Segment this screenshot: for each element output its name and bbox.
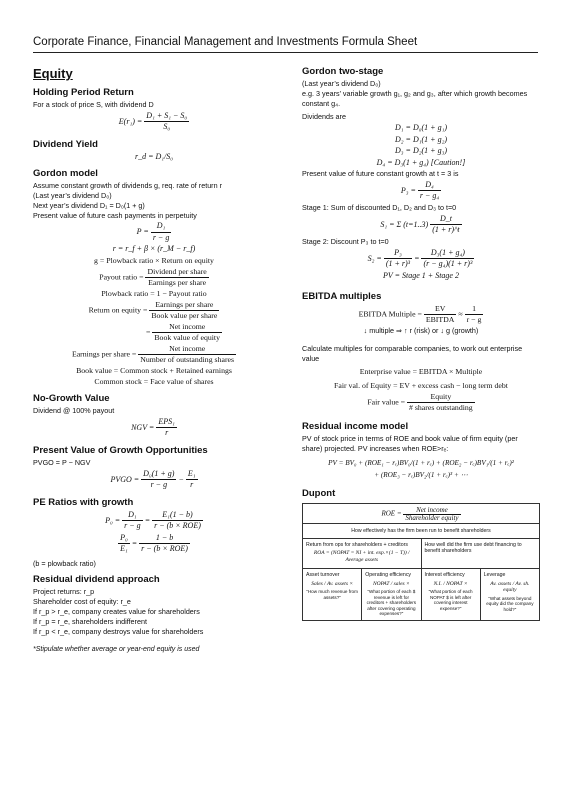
fair-value-formula: Fair value = $\frac{\text{Equity}}{\text{\# shares outstanding}}$ — [367, 392, 473, 413]
dupont-roa-cell: Return from ops for shareholders + creditors ROA = (NOPAT = NI + int. exp.×(1 − T)) / Average assets — [306, 541, 410, 563]
left-column — [33, 62, 275, 653]
rda-line-3: If r_p > r_e, company creates value for shareholders — [33, 606, 200, 616]
dupont-operating-efficiency: Operating efficiency NOPAT / sales × “What portion of each $ revenue is left for creditors + shareholders after covering operating expenses?” — [361, 569, 420, 620]
dupont-leverage: Leverage Av. assets / Av. sh. equity “What assets beyond equity did the company hold?” — [480, 569, 539, 620]
ebitda-text: Calculate multiples for comparable companies, to work out enterprise value — [302, 343, 523, 363]
gordon-text-3: Next year’s dividend D₁ = D₀(1 + g) — [33, 200, 145, 210]
gordon-title: Gordon model — [33, 168, 98, 180]
right-column — [302, 62, 540, 621]
title-rule — [33, 52, 538, 53]
g2-text-2: e.g. 3 years’ variable growth g₁, g₂ and g₃, after which growth becomes constant g₄. — [302, 88, 528, 108]
g2-d1: D₁ = D₀(1 + g₁) — [394, 123, 448, 133]
section-title-equity: Equity — [33, 66, 73, 81]
ngv-formula: NGV = $\frac{\text{EPS₁}}{r}$ — [131, 416, 175, 438]
g2-stage1-formula: S₁ = Σ (t=1..3) $\frac{D\_t}{(1 + r)\^{}t}$ — [380, 213, 460, 235]
roe-formula: Return on equity = $\frac{\text{Earnings per share}}{\text{Book value per share}}$ — [88, 299, 218, 320]
dupont-debt-cell: How well did the firm use debt financing to benefit shareholders — [421, 539, 540, 569]
rim-text: PV of stock price in terms of ROE and book value of firm equity (per share) projected. PV increases when ROE>rₑ: — [302, 434, 518, 454]
gordon-text-4: Present value of future cash payments in perpetuity — [33, 210, 197, 220]
dy-formula: r_d = D₁/S₀ — [134, 151, 174, 161]
rim-formula-2: + (ROE₃ − rₑ)BV₂/(1 + rₑ)³ + ⋯ — [374, 470, 468, 479]
dupont-diagram — [302, 503, 540, 621]
dupont-row-3 — [303, 569, 539, 620]
g2-stage2-formula: S₂ = $\frac{\text{P₃}}{\text{(1 + r)³}}$ = $\frac{\text{D₃(1 + g₄)}}{\text{(r − g₄)(1 + r)³}}$ — [367, 247, 473, 269]
g2-pv-formula: PV = Stage 1 + Stage 2 — [383, 270, 459, 280]
fair-equity-formula: Fair val. of Equity = EV + excess cash − long term debt — [334, 381, 508, 391]
hpr-title: Holding Period Return — [33, 87, 134, 98]
gordon-text-2: (Last year’s dividend D₀) — [33, 191, 112, 201]
capm-formula: r = r_f + β × (r_M − r_f) — [112, 244, 196, 254]
ebitda-arrow: ↓ multiple ⇒ ↑ r (risk) or ↓ g (growth) — [363, 326, 479, 336]
rda-title: Residual dividend approach — [33, 574, 160, 586]
rda-line-5: If r_p < r_e, company destroys value for shareholders — [33, 626, 204, 636]
payout-formula: Payout ratio = $\frac{\text{Dividend per share}}{\text{Earnings per share}}$ — [99, 266, 207, 287]
rda-line-2: Shareholder cost of equity: r_e — [33, 597, 131, 607]
g2-stage1-text: Stage 1: Sum of discounted D₁, D₂ and D₃ to t=0 — [302, 202, 457, 212]
g2-text-1: (Last year’s dividend D₀) — [302, 79, 381, 88]
plowback-formula: Plowback ratio = 1 − Payout ratio — [101, 288, 207, 298]
dupont-row-2 — [303, 539, 539, 570]
page-title: Corporate Finance, Financial Management and Investments Formula Sheet — [33, 36, 418, 48]
footnote: *Stipulate whether average or year-end equity is used — [33, 646, 200, 654]
pe-title: PE Ratios with growth — [33, 496, 134, 508]
common-stock-formula: Common stock = Face value of shares — [94, 376, 214, 386]
hpr-text: For a stock of price S, with dividend D — [33, 100, 154, 109]
g2-d2: D₂ = D₁(1 + g₂) — [394, 134, 448, 144]
nogrowth-title: No-Growth Value — [33, 392, 110, 404]
dupont-title: Dupont — [302, 488, 336, 500]
g2-d4: D₄ = D₃(1 + g₄) [Caution!] — [376, 157, 466, 167]
dupont-row-1: How effectively has the firm been run to benefit shareholders — [303, 525, 539, 539]
nogrowth-text: Dividend @ 100% payout — [33, 405, 115, 415]
dupont-asset-turnover: Asset turnover Sales / Av. assets × “How much revenue from assets?” — [306, 572, 358, 600]
rda-line-4: If r_p = r_e, shareholders indifferent — [33, 616, 147, 626]
pvgo-title: Present Value of Growth Opportunities — [33, 444, 208, 456]
dupont-interest-efficiency: Interest efficiency N.I. / NOPAT × “What portion of each NOPAT $ is left after covering interest expense?” — [421, 569, 480, 620]
book-value-formula: Book value = Common stock + Retained earnings — [76, 365, 232, 375]
dupont-roe-formula: ROE = $\frac{\text{Net income}}{\text{Shareholder equity}}$ — [303, 505, 539, 524]
ebitda-formula: EBITDA Multiple = $\frac{EV}{\text{EBITDA}}$ ≈ $\frac{1}{r - g}$ — [358, 304, 482, 325]
ev-formula: Enterprise value = EBITDA × Multiple — [359, 367, 483, 377]
g2-stage2-text: Stage 2: Discount P₃ to t=0 — [302, 236, 389, 246]
g2-text-4: Present value of future constant growth at t = 3 is — [302, 169, 459, 179]
eps-formula: Earnings per share = $\frac{\text{Net income}}{\text{Number of outstanding shares}}$ — [71, 343, 235, 364]
g2-title: Gordon two-stage — [302, 66, 384, 77]
g2-text-3: Dividends are — [302, 112, 346, 122]
pe-formula-1: P₀ = $\frac{\text{D₁}}{r - g}$ = $\frac{\text{E₁(1 − b)}}{\text{r − (b × ROE)}}$ — [105, 509, 201, 531]
g2-p3-formula: P₃ = $\frac{\text{D₄}}{\text{r − g₄}}$ — [400, 179, 440, 201]
hpr-formula: E(r₁) = $\frac{\text{D₁ + S₁ − S₀}}{\text{S₀}}$ — [118, 110, 188, 132]
pe-note: (b = plowback ratio) — [33, 558, 96, 568]
g2-d3: D₃ = D₂(1 + g₃) — [394, 146, 448, 156]
growth-formula: g = Plowback ratio × Return on equity — [94, 255, 214, 265]
rda-line-1: Project returns: r_p — [33, 587, 95, 597]
pe-formula-2: $\frac{\text{P₀}}{\text{E₁}}$ = $\frac{1 - b}{\text{r − (b × ROE)}}$ — [120, 532, 188, 554]
gordon-price-formula: P = $\frac{\text{D₁}}{r - g}$ — [136, 221, 170, 242]
dy-title: Dividend Yield — [33, 138, 98, 150]
gordon-text-1: Assume constant growth of dividends g, req. rate of return r — [33, 181, 222, 191]
pvgo-text: PVGO = P − NGV — [33, 457, 91, 467]
roe-formula-2: = $\frac{\text{Net income}}{\text{Book value of equity}}$ — [146, 321, 220, 342]
rim-title: Residual income model — [302, 421, 409, 433]
pvgo-formula: PVGO = $\frac{\text{D₀(1 + g)}}{r - g}$ − $\frac{\text{E₁}}{r}$ — [110, 468, 196, 490]
rim-formula-1: PV = BV₀ + (ROE₁ − rₑ)BV₀/(1 + rₑ) + (ROE₂ − rₑ)BV₁/(1 + rₑ)² — [328, 459, 514, 468]
ebitda-title: EBITDA multiples — [302, 291, 382, 303]
